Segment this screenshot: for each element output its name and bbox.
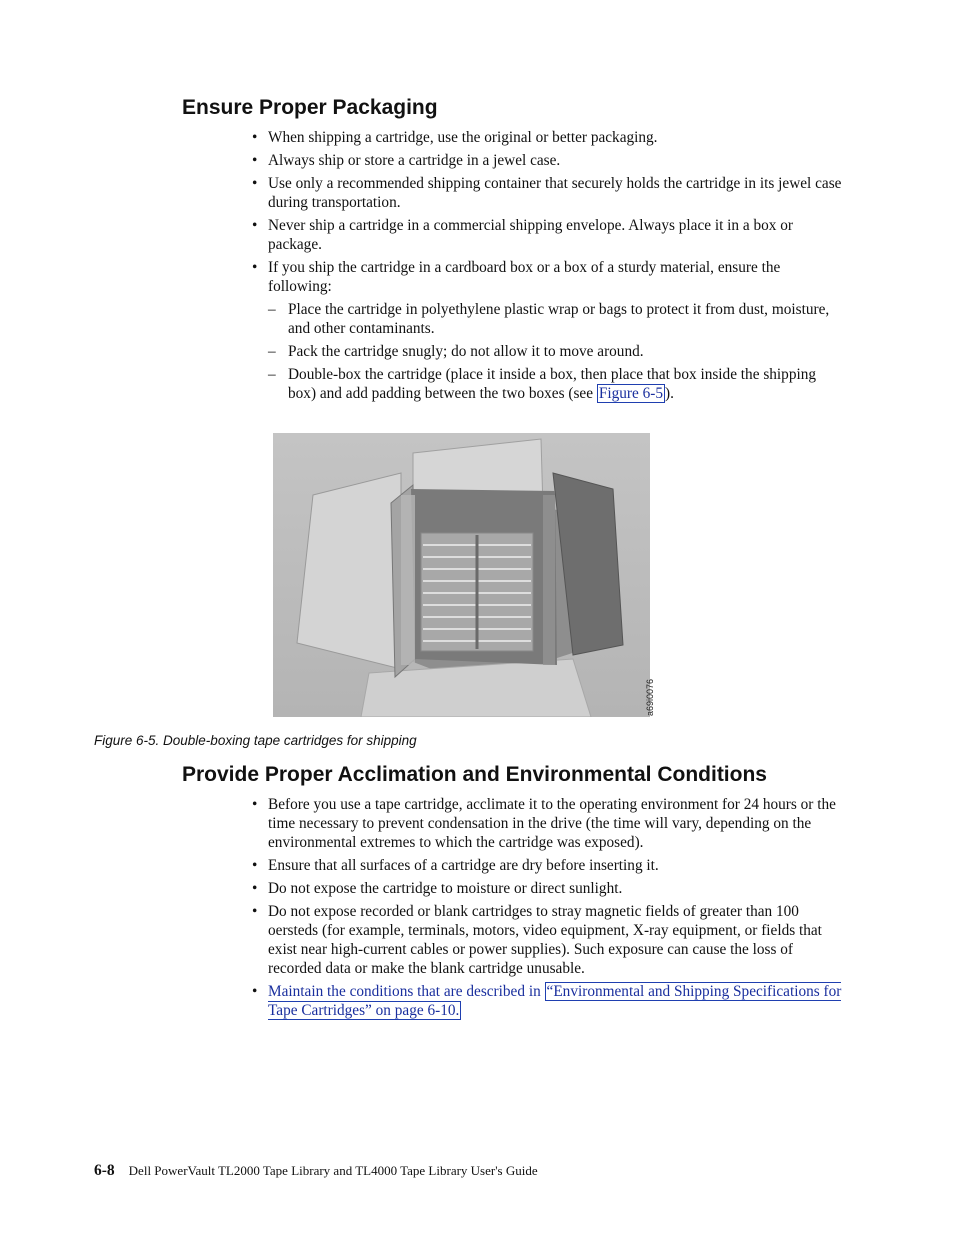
list-item: • Always ship or store a cartridge in a jewel case. bbox=[250, 151, 842, 170]
book-title: Dell PowerVault TL2000 Tape Library and TL4000 Tape Library User's Guide bbox=[128, 1163, 538, 1178]
environmental-specs-link[interactable]: “Environmental and Shipping Specifications for Tape Cartridges” on page 6-10. bbox=[268, 983, 842, 1019]
sub-list-item-suffix: ). bbox=[664, 385, 674, 402]
section-heading-packaging: Ensure Proper Packaging bbox=[182, 96, 438, 119]
list-item: • When shipping a cartridge, use the original or better packaging. bbox=[250, 128, 842, 147]
sub-list-item: – Place the cartridge in polyethylene plastic wrap or bags to protect it from dust, moisture, and other contaminants. bbox=[268, 300, 842, 338]
list-item bbox=[250, 982, 842, 1020]
section-heading-acclimation: Provide Proper Acclimation and Environmental Conditions bbox=[182, 763, 767, 786]
list-item-text: If you ship the cartridge in a cardboard box or a box of a sturdy material, ensure the following: bbox=[268, 259, 781, 295]
list-item: • Use only a recommended shipping container that securely holds the cartridge in its jewel case during transportation. bbox=[250, 174, 842, 212]
double-box-image bbox=[273, 433, 650, 717]
list-item: • Ensure that all surfaces of a cartridge are dry before inserting it. bbox=[250, 856, 842, 875]
figure-caption: Figure 6-5. Double-boxing tape cartridges for shipping bbox=[94, 733, 417, 748]
packaging-photo bbox=[273, 433, 650, 717]
list-item: • Never ship a cartridge in a commercial shipping envelope. Always place it in a box or package. bbox=[250, 216, 842, 254]
figure-6-5-link[interactable]: Figure 6-5 bbox=[598, 385, 663, 402]
figure-id-label: a69i0076 bbox=[645, 678, 655, 716]
list-item: • Do not expose the cartridge to moisture or direct sunlight. bbox=[250, 879, 842, 898]
sub-list-item-text: Double-box the cartridge (place it inside a box, then place that box inside the shipping box) and add padding between the two boxes (see bbox=[288, 366, 817, 402]
packaging-list bbox=[250, 128, 842, 407]
sub-list-item: – Pack the cartridge snugly; do not allow it to move around. bbox=[268, 342, 842, 361]
list-item: • Before you use a tape cartridge, acclimate it to the operating environment for 24 hours or the time necessary to prevent condensation in the drive (the time will vary, depending on the environmental extremes to which the cartridge was exposed). bbox=[250, 795, 842, 852]
sub-list-item bbox=[268, 365, 842, 403]
list-item bbox=[250, 258, 842, 403]
acclimation-list bbox=[250, 795, 842, 1024]
sub-list bbox=[268, 300, 842, 403]
page-number: 6-8 bbox=[94, 1162, 115, 1179]
page-footer bbox=[94, 1162, 538, 1180]
list-item: • Do not expose recorded or blank cartridges to stray magnetic fields of greater than 100 oersteds (for example, terminals, motors, video equipment, X-ray equipment, or fields that exist near high-current cables or power supplies). Such exposure can cause the loss of recorded data or make the blank cartridge unusable. bbox=[250, 902, 842, 978]
list-item-text: Maintain the conditions that are described in bbox=[268, 983, 545, 1000]
